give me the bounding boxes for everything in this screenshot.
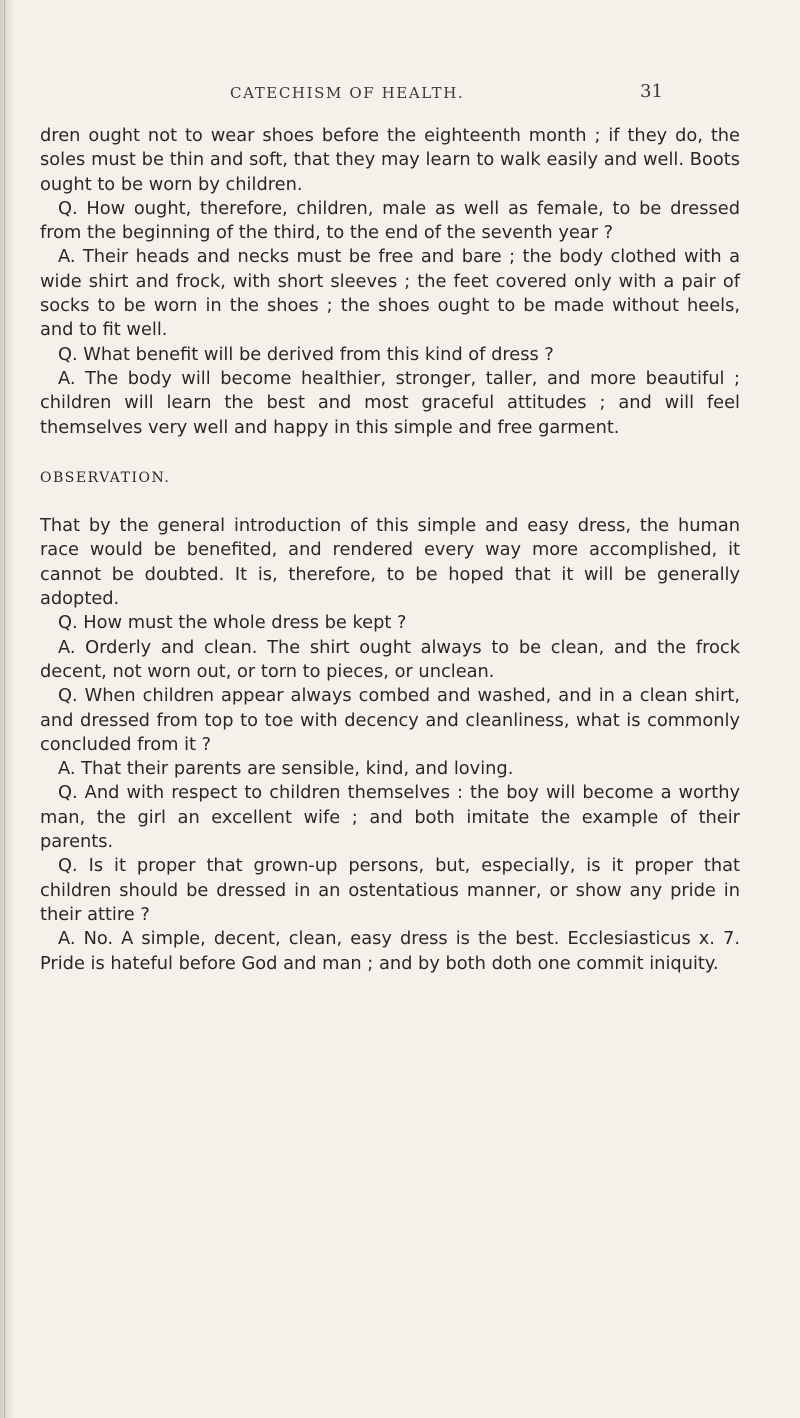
page-header [0, 81, 800, 110]
answer-paragraph: A. No. A simple, decent, clean, easy dress is the best. Ecclesiasticus x. 7. Pride is hateful before God and man ; and by both doth one commit iniquity. [40, 928, 740, 974]
answer-paragraph: A. That their parents are sensible, kind, and loving. [58, 758, 514, 780]
running-title: CATECHISM OF HEALTH. [230, 84, 465, 102]
paragraph-continuation: dren ought not to wear shoes before the eighteenth month ; if they do, the soles must be thin and soft, that they may learn to walk easily and well. Boots ought to be worn by children. [40, 125, 740, 195]
observation-heading: OBSERVATION. [40, 469, 171, 486]
book-gutter [0, 0, 14, 1418]
question-paragraph: Q. What benefit will be derived from this kind of dress ? [58, 343, 554, 365]
question-paragraph: Q. And with respect to children themselves : the boy will become a worthy man, the girl an excellent wife ; and both imitate the example of their parents. [40, 782, 740, 853]
answer-paragraph: A. Their heads and necks must be free and bare ; the body clothed with a wide shirt and frock, with short sleeves ; the feet covered only with a pair of socks to be worn in the shoes ; the shoes ought to be made without heels, and to fit well. [40, 246, 740, 341]
question-paragraph: Q. How ought, therefore, children, male as well as female, to be dressed from the beginning of the third, to the end of the seventh year ? [40, 197, 740, 244]
page-number: 31 [640, 81, 663, 102]
observation-paragraph: That by the general introduction of this simple and easy dress, the human race would be benefited, and rendered every way more accomplished, it cannot be doubted. It is, therefore, to be hoped that it will be generally adopted. [40, 515, 740, 610]
page-body [40, 124, 740, 976]
question-paragraph: Q. When children appear always combed and washed, and in a clean shirt, and dressed from top to toe with decency and cleanliness, what is commonly concluded from it ? [40, 685, 740, 755]
question-paragraph: Q. Is it proper that grown-up persons, but, especially, is it proper that children should be dressed in an ostentatious manner, or show any pride in their attire ? [40, 855, 740, 925]
answer-paragraph: A. Orderly and clean. The shirt ought always to be clean, and the frock decent, not worn out, or torn to pieces, or unclean. [40, 636, 740, 682]
answer-paragraph: A. The body will become healthier, stronger, taller, and more beautiful ; children will learn the best and most graceful attitudes ; and will feel themselves very well and happy in this simple and free garment. [40, 367, 740, 438]
question-paragraph: Q. How must the whole dress be kept ? [58, 612, 407, 634]
gutter-edge-line [4, 0, 5, 1418]
